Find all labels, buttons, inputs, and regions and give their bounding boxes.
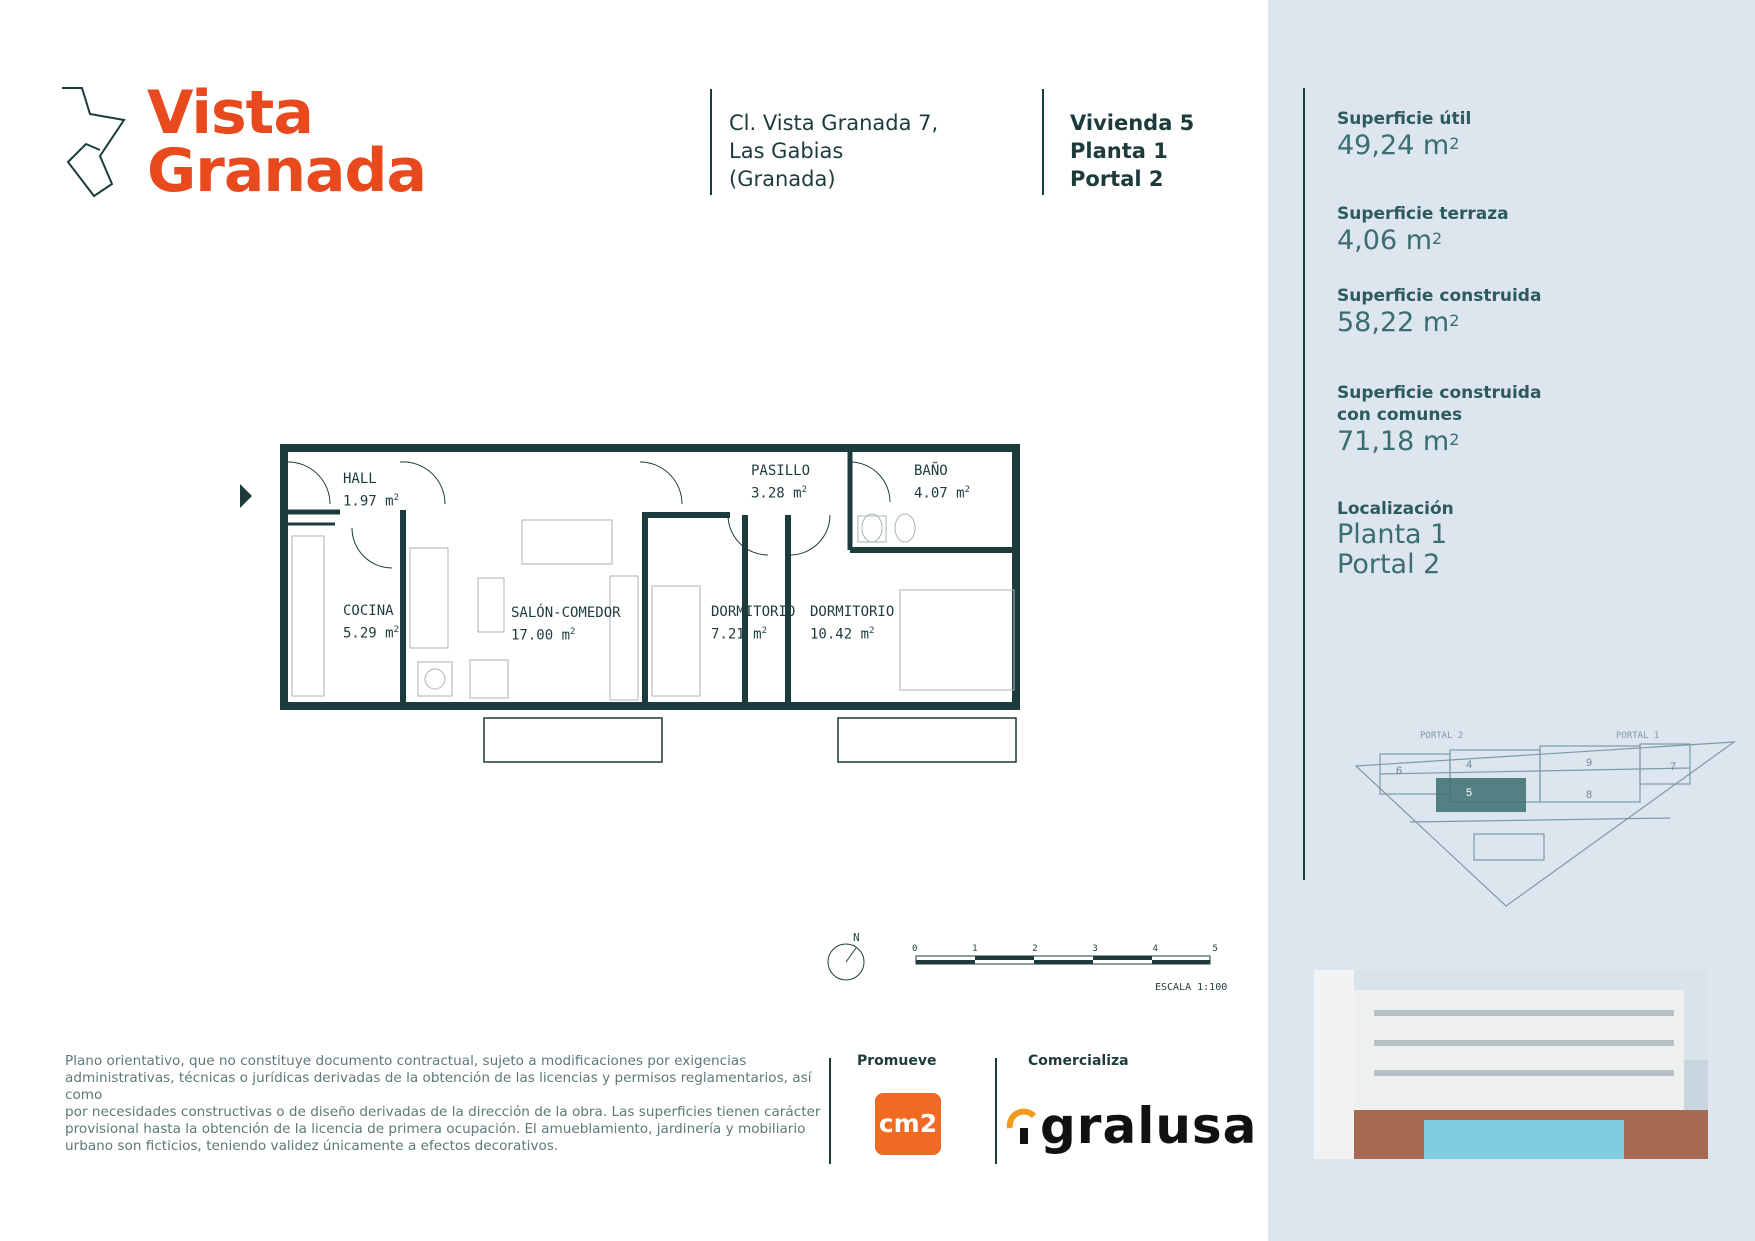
surface-util-label: Superficie útil: [1337, 109, 1472, 129]
surface-util-sup: 2: [1449, 134, 1460, 153]
room-hall-sup: 2: [393, 493, 399, 503]
address-line1: Cl. Vista Granada 7,: [729, 111, 939, 135]
room-cocina-area: [343, 621, 399, 644]
surface-terraza-sup: 2: [1432, 229, 1443, 248]
surface-util-value: [1337, 130, 1737, 162]
keyplan-unit-6: 6: [1396, 765, 1403, 777]
room-pasillo-area: [751, 481, 810, 504]
room-pasillo-sup: 2: [801, 485, 807, 495]
surface-util: [1337, 108, 1737, 162]
brand-line2: Granada: [147, 136, 426, 206]
address-line3: (Granada): [729, 167, 836, 191]
address-line2: Las Gabias: [729, 139, 844, 163]
marketer-divider: [995, 1058, 997, 1164]
surface-construida-number: 58,22 m: [1337, 307, 1450, 338]
room-dormitorio-1-sup: 2: [761, 626, 767, 636]
surface-construida-sup: 2: [1449, 311, 1460, 330]
keyplan-unit-7: 7: [1670, 761, 1677, 773]
compass-icon: [826, 942, 866, 982]
scale-label: ESCALA 1:100: [1155, 982, 1228, 993]
marketer-label: Comercializa: [1028, 1053, 1129, 1069]
disclaimer-line3: por necesidades constructivas o de diseño derivadas de la dirección de la obra. Las superficies tienen carácter: [65, 1104, 821, 1120]
building-render: [1314, 970, 1708, 1159]
gralusa-logo-icon: [1006, 1106, 1038, 1146]
surface-comunes-value: [1337, 426, 1557, 458]
scale-ticks: [912, 940, 1218, 959]
surface-comunes: [1337, 382, 1557, 458]
room-hall-name: HALL: [343, 471, 377, 487]
room-pasillo-area-value: 3.28 m: [751, 485, 802, 502]
north-label: N: [853, 931, 860, 944]
surface-construida-value: [1337, 307, 1737, 339]
promoter-divider: [829, 1058, 831, 1164]
room-cocina-area-value: 5.29 m: [343, 625, 394, 642]
surface-comunes-number: 71,18 m: [1337, 426, 1450, 457]
room-dormitorio-2-sup: 2: [869, 626, 875, 636]
room-hall-area-value: 1.97 m: [343, 493, 394, 510]
location-label: Localización: [1337, 499, 1454, 519]
disclaimer-line4: provisional hasta la obtención de la licencia de primera ocupación. El amueblamiento, jardinería y mobiliario: [65, 1121, 806, 1137]
gralusa-logo: gralusa: [1040, 1097, 1258, 1155]
keyplan-unit-5: 5: [1466, 787, 1473, 799]
brand-logo-icon: [60, 84, 132, 198]
panel-divider: [1303, 88, 1305, 880]
room-pasillo: [751, 462, 810, 504]
surface-construida-label: Superficie construida: [1337, 286, 1542, 306]
room-salon-area: [511, 623, 621, 646]
surface-comunes-sup: 2: [1449, 430, 1460, 449]
disclaimer: [65, 1053, 825, 1155]
room-pasillo-name: PASILLO: [751, 463, 811, 479]
keyplan-unit-8: 8: [1586, 789, 1593, 801]
keyplan-portal1: PORTAL 1: [1616, 731, 1660, 741]
room-bano-name: BAÑO: [914, 463, 948, 479]
keyplan-unit-9: 9: [1586, 757, 1593, 769]
scale-tick-3: 3: [1092, 944, 1098, 954]
unit-planta: Planta 1: [1070, 139, 1168, 163]
room-bano-sup: 2: [964, 485, 970, 495]
location-planta: Planta 1: [1337, 519, 1448, 550]
surface-terraza: [1337, 203, 1737, 257]
cm2-logo: cm2: [875, 1093, 941, 1155]
room-cocina-name: COCINA: [343, 603, 394, 619]
room-dormitorio-1: [711, 603, 795, 645]
promoter-label: Promueve: [857, 1053, 937, 1069]
room-hall-area: [343, 489, 399, 512]
room-hall: [343, 470, 399, 512]
room-salon-sup: 2: [570, 627, 576, 637]
room-dormitorio-1-area-value: 7.21 m: [711, 626, 762, 643]
room-bano-area: [914, 481, 970, 504]
address-divider: [710, 89, 712, 195]
unit-info: [1070, 109, 1194, 193]
room-dormitorio-1-name: DORMITORIO: [711, 604, 796, 620]
scale-tick-5: 5: [1212, 944, 1218, 954]
room-bano: [914, 462, 970, 504]
surface-comunes-label: Superficie construida con comunes: [1337, 383, 1542, 425]
room-dormitorio-2: [810, 603, 894, 645]
surface-terraza-value: [1337, 225, 1737, 257]
brand-name: [147, 78, 426, 206]
disclaimer-line5: urbano son ficticios, teniendo validez únicamente a efectos decorativos.: [65, 1138, 559, 1154]
key-plan: [1350, 728, 1740, 908]
room-dormitorio-2-name: DORMITORIO: [810, 604, 895, 620]
location-block: [1337, 498, 1737, 580]
disclaimer-line1: Plano orientativo, que no constituye documento contractual, sujeto a modificaciones por exigencias: [65, 1053, 747, 1069]
scale-tick-4: 4: [1152, 944, 1158, 954]
room-dormitorio-2-area-value: 10.42 m: [810, 626, 870, 643]
room-cocina: [343, 602, 399, 644]
keyplan-unit-4: 4: [1466, 759, 1473, 771]
disclaimer-line2: administrativas, técnicas o jurídicas derivadas de la obtención de las licencias y permisos reglamentarios, así como: [65, 1070, 812, 1103]
room-salon: [511, 604, 621, 646]
surface-construida: [1337, 285, 1737, 339]
location-portal: Portal 2: [1337, 549, 1441, 580]
unit-portal: Portal 2: [1070, 167, 1164, 191]
room-salon-area-value: 17.00 m: [511, 627, 571, 644]
room-dormitorio-1-area: [711, 622, 795, 645]
unit-divider: [1042, 89, 1044, 195]
scale-tick-1: 1: [972, 944, 978, 954]
address: [729, 109, 938, 193]
room-salon-name: SALÓN-COMEDOR: [511, 605, 621, 621]
surface-util-number: 49,24 m: [1337, 130, 1450, 161]
surface-terraza-label: Superficie terraza: [1337, 204, 1509, 224]
surface-terraza-number: 4,06 m: [1337, 225, 1433, 256]
room-bano-area-value: 4.07 m: [914, 485, 965, 502]
brand-line1: Vista: [147, 78, 313, 148]
keyplan-portal2: PORTAL 2: [1420, 731, 1464, 741]
scale-tick-0: 0: [912, 944, 918, 954]
unit-vivienda: Vivienda 5: [1070, 111, 1195, 135]
room-dormitorio-2-area: [810, 622, 894, 645]
scale-tick-2: 2: [1032, 944, 1038, 954]
room-cocina-sup: 2: [393, 625, 399, 635]
